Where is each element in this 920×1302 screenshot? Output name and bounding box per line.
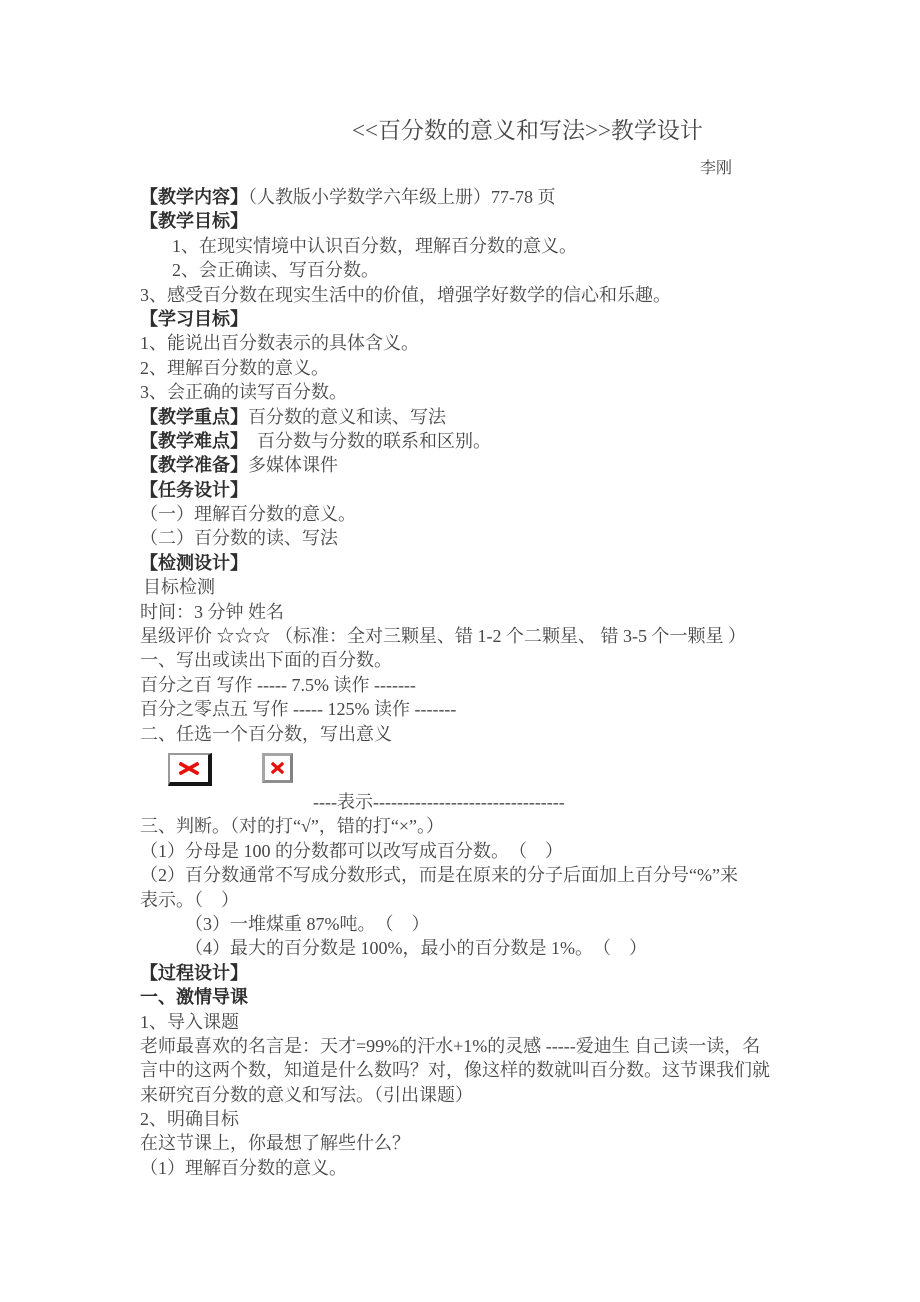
document-line: [143, 575, 808, 599]
broken-image-placeholder[interactable]: [168, 753, 212, 786]
section-heading-label: 【教学重点】: [140, 406, 248, 427]
document-line: [140, 985, 808, 1009]
document-line: [140, 331, 808, 355]
document-line: [140, 1058, 808, 1082]
document-line: [140, 283, 808, 307]
line-text: 二、任选一个百分数，写出意义: [140, 723, 392, 744]
document-line: [140, 648, 808, 672]
document-line: [140, 185, 808, 209]
section-heading-label: 【教学难点】: [140, 430, 239, 451]
line-text: 1、在现实情境中认识百分数，理解百分数的意义。: [172, 235, 577, 256]
line-text: 2、理解百分数的意义。: [140, 357, 329, 378]
line-text: 来研究百分数的意义和写法。（引出课题）: [140, 1084, 473, 1105]
line-text: （1）分母是 100 的分数都可以改写成百分数。 （ ）: [140, 840, 563, 861]
embedded-images-row: [140, 746, 808, 790]
line-text: 3、感受百分数在现实生活中的价值，增强学好数学的信心和乐趣。: [140, 284, 671, 305]
line-text: 老师最喜欢的名言是：天才=99%的汗水+1%的灵感 -----爱迪生 自己读一读，名: [140, 1035, 761, 1056]
document-line: [140, 502, 808, 526]
line-text: 百分数的意义和读、写法: [248, 406, 446, 427]
line-text: 言中的这两个数，知道是什么数吗？对，像这样的数就叫百分数。这节课我们就: [140, 1060, 770, 1081]
broken-image-x-icon: [179, 762, 199, 775]
line-text: 百分数与分数的联系和区别。: [239, 430, 491, 451]
line-text: 目标检测: [143, 577, 215, 598]
section-heading-label: 【学习目标】: [140, 308, 248, 329]
section-heading-label: 一、激情导课: [140, 987, 248, 1008]
document-line: [140, 478, 808, 502]
line-text: 百分之零点五 写作 ----- 125% 读作 -------: [140, 699, 457, 720]
document-line: [140, 356, 808, 380]
line-text: 1、导入课题: [140, 1011, 239, 1032]
document-line: [140, 697, 808, 721]
line-text: （3）一堆煤重 87%吨。 （ ）: [185, 913, 430, 934]
document-line: [140, 722, 808, 746]
line-text: 1、能说出百分数表示的具体含义。: [140, 333, 419, 354]
document-line: [140, 600, 808, 624]
document-title: <<百分数的意义和写法>>教学设计: [352, 118, 703, 143]
line-text: （1）理解百分数的意义。: [140, 1157, 347, 1178]
section-heading-label: 【检测设计】: [140, 552, 248, 573]
document-line: [140, 961, 808, 985]
document-body: [140, 185, 808, 1180]
section-heading-label: 【过程设计】: [140, 962, 248, 983]
line-text: （2）百分数通常不写成分数形式，而是在原来的分子后面加上百分号“%”来: [140, 865, 738, 886]
line-text: 在这节课上，你最想了解些什么？: [140, 1133, 410, 1154]
document-line: [140, 863, 808, 887]
document-line: [140, 551, 808, 575]
line-text: 一、写出或读出下面的百分数。: [140, 650, 392, 671]
section-heading-label: 【任务设计】: [140, 479, 248, 500]
broken-image-x-icon: [271, 762, 284, 774]
section-heading-label: 【教学目标】: [140, 211, 248, 232]
document-line: [185, 936, 808, 960]
document-line: [185, 912, 808, 936]
document-line: [140, 673, 808, 697]
broken-image-placeholder[interactable]: [262, 753, 293, 783]
line-text: 星级评价 ☆☆☆ （标准：全对三颗星、错 1-2 个二颗星、 错 3-5 个一颗星 ）: [140, 626, 746, 647]
document-line: [140, 405, 808, 429]
document-line: [140, 1034, 808, 1058]
document-line: [140, 429, 808, 453]
line-text: 表示。（ ）: [140, 889, 239, 910]
document-line: [172, 258, 808, 282]
document-line: [140, 307, 808, 331]
document-line: [140, 526, 808, 550]
document-line: [140, 839, 808, 863]
document-line: [140, 624, 808, 648]
document-author: 李刚: [699, 160, 732, 177]
document-line: [140, 209, 808, 233]
line-text: 三、判断。（对的打“√”，错的打“×”。）: [140, 816, 444, 837]
document-line: [140, 888, 808, 912]
document-line: [140, 1131, 808, 1155]
line-text: 时间：3 分钟 姓名: [140, 601, 284, 622]
document-line: [172, 234, 808, 258]
document-line: [140, 1083, 808, 1107]
line-text: ----表示--------------------------------: [313, 791, 565, 812]
document-line: [140, 380, 808, 404]
line-text: （二）百分数的读、写法: [140, 528, 338, 549]
line-text: 3、会正确的读写百分数。: [140, 382, 347, 403]
line-text: （4）最大的百分数是 100%，最小的百分数是 1%。 （ ）: [185, 938, 647, 959]
line-text: 多媒体课件: [248, 455, 338, 476]
line-text: （一）理解百分数的意义。: [140, 504, 356, 525]
section-heading-label: 【教学准备】: [140, 455, 248, 476]
document-line: [140, 1107, 808, 1131]
line-text: 2、会正确读、写百分数。: [172, 260, 379, 281]
document-line: [140, 1010, 808, 1034]
document-line: [140, 814, 808, 838]
document-line: [140, 1156, 808, 1180]
line-text: 2、明确目标: [140, 1109, 239, 1130]
document-line: [313, 790, 808, 814]
line-text: （人教版小学数学六年级上册）77-78 页: [248, 187, 556, 207]
line-text: 百分之百 写作 ----- 7.5% 读作 -------: [140, 674, 416, 695]
section-heading-label: 【教学内容】: [140, 187, 248, 207]
document-line: [140, 453, 808, 477]
